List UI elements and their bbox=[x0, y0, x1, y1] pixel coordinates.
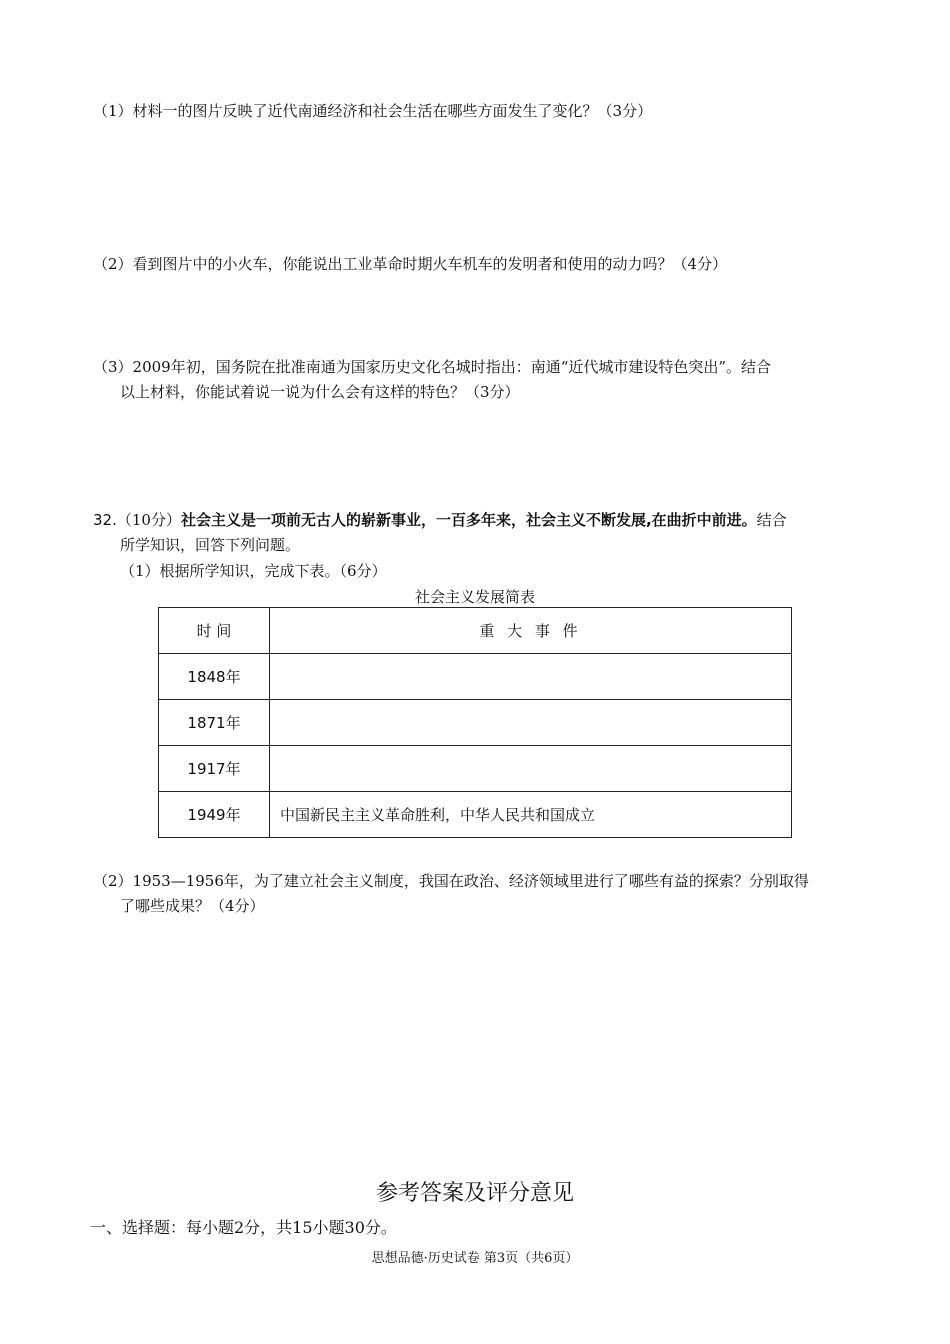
row-event-blank[interactable] bbox=[270, 700, 792, 746]
table-row bbox=[159, 700, 792, 746]
table-row bbox=[159, 746, 792, 792]
page-footer: 思想品德·历史试卷 第3页（共6页） bbox=[371, 1251, 579, 1266]
q31-part1: （1）材料一的图片反映了近代南通经济和社会生活在哪些方面发生了变化？（3分） bbox=[93, 102, 653, 120]
answers-section1: 一、选择题：每小题2分，共15小题30分。 bbox=[90, 1218, 397, 1237]
row-event: 中国新民主主义革命胜利，中华人民共和国成立 bbox=[270, 792, 792, 838]
table-header-row bbox=[159, 608, 792, 654]
q32-part2-line2: 了哪些成果？（4分） bbox=[120, 897, 265, 915]
q31-part2: （2）看到图片中的小火车，你能说出工业革命时期火车机车的发明者和使用的动力吗？（4分） bbox=[93, 255, 728, 273]
q32-intro bbox=[93, 509, 787, 531]
row-time: 1848年 bbox=[159, 654, 270, 700]
q32-intro-line2: 所学知识，回答下列问题。 bbox=[120, 536, 301, 554]
q32-part2-line1: （2）1953—1956年，为了建立社会主义制度，我国在政治、经济领域里进行了哪些有益的探索？分别取得 bbox=[93, 872, 809, 890]
q31-part3-line2: 以上材料，你能试着说一说为什么会有这样的特色？（3分） bbox=[120, 383, 520, 401]
table-row bbox=[159, 654, 792, 700]
row-time: 1871年 bbox=[159, 700, 270, 746]
q32-intro-tail: 结合 bbox=[756, 511, 787, 529]
q31-part3-line1: （3）2009年初，国务院在批准南通为国家历史文化名城时指出：南通“近代城市建设特色突出”。结合 bbox=[93, 358, 772, 376]
row-time: 1917年 bbox=[159, 746, 270, 792]
q32-intro-bold: 社会主义是一项前无古人的崭新事业，一百多年来，社会主义不断发展,在曲折中前进。 bbox=[180, 511, 757, 529]
header-event: 重 大 事 件 bbox=[270, 608, 792, 654]
row-event-blank[interactable] bbox=[270, 654, 792, 700]
row-event-blank[interactable] bbox=[270, 746, 792, 792]
header-time: 时 间 bbox=[159, 608, 270, 654]
socialism-timeline-table bbox=[158, 607, 792, 838]
q32-part1: （1）根据所学知识，完成下表。（6分） bbox=[120, 562, 387, 580]
row-time: 1949年 bbox=[159, 792, 270, 838]
table-row bbox=[159, 792, 792, 838]
q32-score: （10分） bbox=[116, 511, 181, 529]
table-caption: 社会主义发展简表 bbox=[414, 588, 535, 606]
answers-title: 参考答案及评分意见 bbox=[375, 1181, 574, 1206]
q32-number: 32. bbox=[93, 511, 117, 529]
